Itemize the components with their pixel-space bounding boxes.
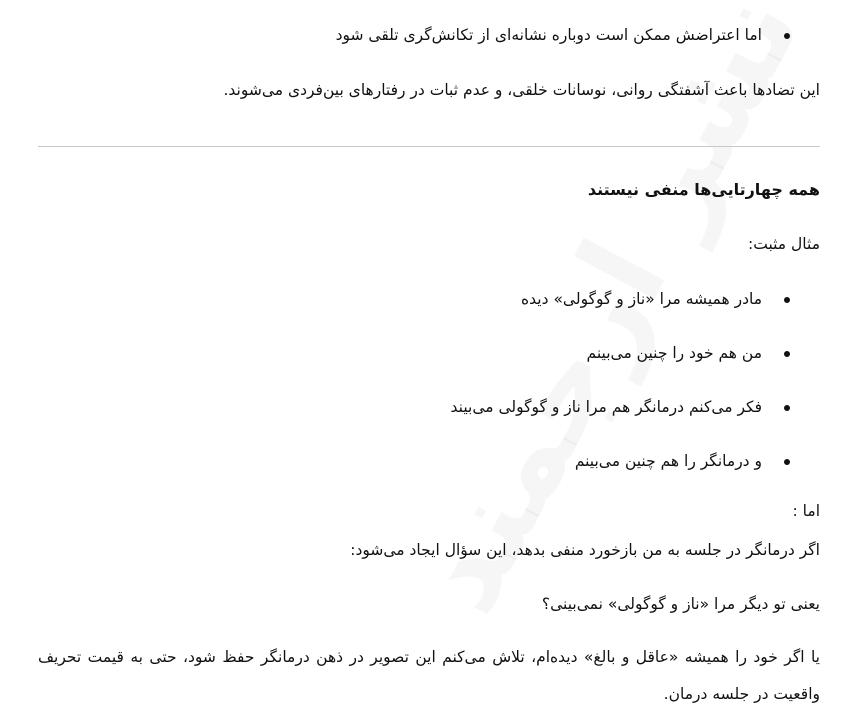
list-item-text: اما اعتراضش ممکن است دوباره نشانه‌ای از تکانش‌گری تلقی شود	[335, 26, 762, 44]
section-heading: همه چهارتایی‌ها منفی نیستند	[587, 180, 820, 199]
document-page	[38, 0, 820, 722]
list-item	[38, 287, 820, 311]
paragraph: یا اگر خود را همیشه «عاقل و بالغ» دیده‌ام، تلاش می‌کنم این تصویر در ذهن درمانگر حفظ شود، حتی به قیمت تحریف واقعیت در جلسه درمان.	[38, 648, 820, 703]
paragraph: اگر درمانگر در جلسه به من بازخورد منفی بدهد، این سؤال ایجاد می‌شود:	[350, 541, 820, 559]
example-label: مثال مثبت:	[748, 235, 820, 253]
but-label: اما :	[792, 502, 820, 520]
paragraph: این تضادها باعث آشفتگی روانی، نوسانات خلقی، و عدم ثبات در رفتارهای بین‌فردی می‌شوند.	[223, 81, 820, 99]
bullet-icon	[784, 405, 790, 411]
bullet-icon	[784, 33, 790, 39]
bullet-icon	[784, 459, 790, 465]
list-item-text: فکر می‌کنم درمانگر هم مرا ناز و گوگولی می‌بیند	[450, 398, 762, 416]
list-item	[38, 341, 820, 365]
list-item	[38, 23, 820, 47]
bullet-icon	[784, 351, 790, 357]
list-item	[38, 449, 820, 473]
list-item-text: من هم خود را چنین می‌بینم	[586, 344, 762, 362]
list-item-text: و درمانگر را هم چنین می‌بینم	[574, 452, 762, 470]
question-text: یعنی تو دیگر مرا «ناز و گوگولی» نمی‌بینی؟	[541, 595, 820, 613]
horizontal-divider	[38, 146, 820, 147]
list-item	[38, 395, 820, 419]
list-item-text: مادر همیشه مرا «ناز و گوگولی» دیده	[521, 290, 762, 308]
bullet-icon	[784, 297, 790, 303]
